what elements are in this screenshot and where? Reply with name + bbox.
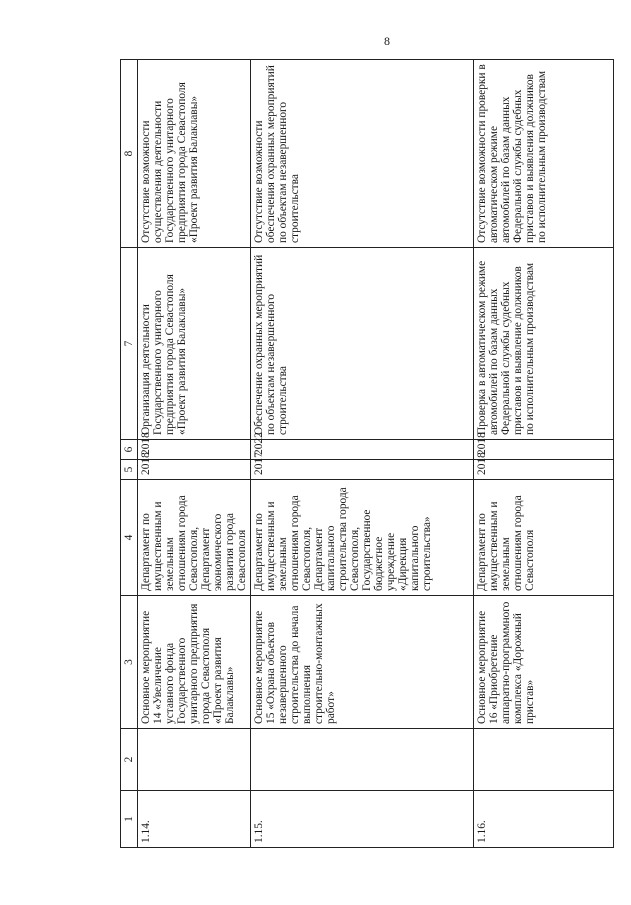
end-year: 2022 [251,440,474,460]
start-year: 2018 [474,460,614,480]
row-number: 1.14. [138,791,251,848]
executor: Департамент по имущественным и земельным отношениям города Севастополя, Департамент экономического развития города Севастополя [138,480,251,596]
executor: Департамент по имущественным и земельным отношениям города Севастополя, Департамент капитального строительства города Севастополя, Государственное бюджетное учреждение «Дирекция капитального строительства» [251,480,474,596]
header-col-7: 7 [121,248,138,440]
end-year: 2018 [474,440,614,460]
header-col-5: 5 [121,460,138,480]
header-col-6: 6 [121,440,138,460]
event-name: Основное мероприятие 15 «Охрана объектов незавершенного строительства до начала выполнения строительно-монтажных работ» [251,596,474,729]
page-number: 8 [384,34,390,48]
header-row [121,60,138,848]
program-events-table [120,59,614,848]
rotated-table-wrapper [120,60,601,848]
table-row [138,60,251,848]
table-row [474,60,614,848]
start-year: 2018 [138,460,251,480]
row-number: 1.16. [474,791,614,848]
event-name: Основное мероприятие 16 «Приобретение аппаратно-программного комплекса «Дорожный пристав» [474,596,614,729]
row-col2 [138,729,251,791]
consequences: Отсутствие возможности обеспечения охранных мероприятий по объектам незавершенного строительства [251,60,474,248]
header-col-8: 8 [121,60,138,248]
consequences: Отсутствие возможности проверки в автоматическом режиме автомобилей по базам данных Федеральной службы судебных приставов и выявления должников по исполнительным производствам [474,60,614,248]
row-col2 [474,729,614,791]
row-col2 [251,729,474,791]
start-year: 2017 [251,460,474,480]
header-col-2: 2 [121,729,138,791]
table-row [251,60,474,848]
expected-result: Организация деятельности Государственного унитарного предприятия города Севастополя «Проект развития Балаклавы» [138,248,251,440]
header-col-1: 1 [121,791,138,848]
header-col-4: 4 [121,480,138,596]
header-col-3: 3 [121,596,138,729]
consequences: Отсутствие возможности осуществления деятельности Государственного унитарного предприятия города Севастополя «Проект развития Балаклавы» [138,60,251,248]
expected-result: Проверка в автоматическом режиме автомобилей по базам данных Федеральной службы судебных приставов и выявление должников по исполнительным производствам [474,248,614,440]
executor: Департамент по имущественным и земельным отношениям города Севастополя [474,480,614,596]
end-year: 2018 [138,440,251,460]
row-number: 1.15. [251,791,474,848]
expected-result: Обеспечение охранных мероприятий по объектам незавершенного строительства [251,248,474,440]
event-name: Основное мероприятие 14 «Увеличение уставного фонда Государственного унитарного предприятия города Севастополя «Проект развития Балаклавы» [138,596,251,729]
